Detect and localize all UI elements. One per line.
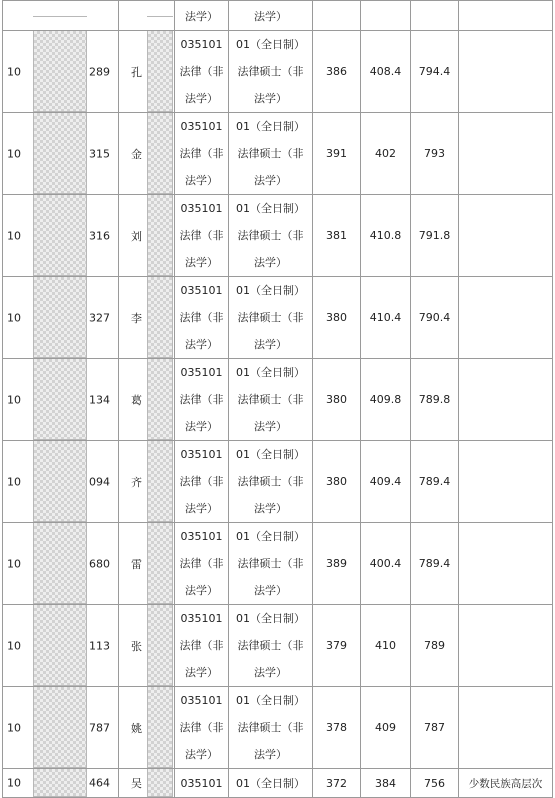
redaction-mask xyxy=(147,523,173,604)
total-cell xyxy=(411,441,459,523)
direction-cell xyxy=(229,195,313,277)
major-name: 法律（非 xyxy=(179,229,224,242)
major-cell xyxy=(175,113,229,195)
direction-text: 01（全日制） xyxy=(236,777,305,790)
score2-value: 400.4 xyxy=(369,557,402,570)
id-prefix: 10 xyxy=(7,229,21,242)
redaction-mask xyxy=(147,687,173,768)
redaction-mask xyxy=(147,605,173,686)
note-cell xyxy=(459,277,553,359)
name-cell xyxy=(119,687,175,769)
redaction-mask xyxy=(33,195,87,276)
name-cell xyxy=(119,195,175,277)
major-name: 法律（非 xyxy=(179,639,224,652)
major-code: 035101 xyxy=(180,612,223,625)
redaction-mask xyxy=(33,16,87,17)
total-value: 756 xyxy=(424,776,445,790)
score1-value: 380 xyxy=(326,393,347,406)
candidate-id-cell xyxy=(3,523,119,605)
redaction-mask xyxy=(33,441,87,522)
score1-cell xyxy=(313,31,361,113)
major-code: 035101 xyxy=(180,120,223,133)
id-suffix: 787 xyxy=(89,721,110,734)
id-suffix: 327 xyxy=(89,311,110,324)
id-prefix: 10 xyxy=(7,776,21,790)
major-cell xyxy=(175,769,229,798)
total-value: 789.4 xyxy=(418,557,451,570)
major-name: 法学） xyxy=(185,92,218,105)
id-prefix: 10 xyxy=(7,557,21,570)
note-text: 少数民族高层次 xyxy=(468,777,543,790)
name-text: 吴 xyxy=(131,777,142,790)
direction-text: 01（全日制） xyxy=(236,284,305,297)
score1-cell xyxy=(313,523,361,605)
major-code: 035101 xyxy=(180,694,223,707)
name-cell xyxy=(119,1,175,31)
id-suffix: 316 xyxy=(89,229,110,242)
score1-value: 379 xyxy=(326,639,347,652)
score2-value: 409.4 xyxy=(369,475,402,488)
score1-cell xyxy=(313,113,361,195)
table-row xyxy=(3,769,553,798)
table-row xyxy=(3,359,553,441)
direction-text: 01（全日制） xyxy=(236,612,305,625)
id-suffix: 094 xyxy=(89,475,110,488)
direction-cell xyxy=(229,31,313,113)
note-cell xyxy=(459,113,553,195)
major-name: 法律（非 xyxy=(179,475,224,488)
name-text: 金 xyxy=(131,147,142,161)
major-code: 035101 xyxy=(180,284,223,297)
id-suffix: 464 xyxy=(89,776,110,790)
direction-text: 01（全日制） xyxy=(236,120,305,133)
id-prefix: 10 xyxy=(7,147,21,160)
major-name: 法律（非 xyxy=(179,147,224,160)
total-value: 789 xyxy=(424,639,445,652)
total-value: 789.8 xyxy=(418,393,451,406)
note-cell xyxy=(459,687,553,769)
redaction-mask xyxy=(33,31,87,112)
direction-cell xyxy=(229,441,313,523)
name-text: 雷 xyxy=(131,557,142,571)
score2-value: 402 xyxy=(375,147,396,160)
major-cell xyxy=(175,277,229,359)
id-prefix: 10 xyxy=(7,721,21,734)
id-prefix: 10 xyxy=(7,639,21,652)
candidate-id-cell xyxy=(3,687,119,769)
total-value: 793 xyxy=(424,147,445,160)
candidate-id-cell xyxy=(3,113,119,195)
score2-value: 409 xyxy=(375,721,396,734)
total-cell xyxy=(411,1,459,31)
candidate-id-cell xyxy=(3,277,119,359)
note-cell xyxy=(459,441,553,523)
name-text: 张 xyxy=(131,639,142,653)
redaction-mask xyxy=(33,359,87,440)
direction-cell xyxy=(229,113,313,195)
direction-cell xyxy=(229,1,313,31)
direction-cell xyxy=(229,769,313,798)
name-cell xyxy=(119,441,175,523)
score2-value: 409.8 xyxy=(369,393,402,406)
score1-cell xyxy=(313,769,361,798)
note-cell xyxy=(459,195,553,277)
name-cell xyxy=(119,359,175,441)
major-cell xyxy=(175,687,229,769)
major-cell xyxy=(175,523,229,605)
score2-value: 410 xyxy=(375,639,396,652)
name-cell xyxy=(119,113,175,195)
major-cell xyxy=(175,441,229,523)
major-name: 法学） xyxy=(185,584,218,597)
total-cell xyxy=(411,113,459,195)
direction-text: 01（全日制） xyxy=(236,530,305,543)
score1-cell xyxy=(313,359,361,441)
total-cell xyxy=(411,769,459,798)
id-suffix: 315 xyxy=(89,147,110,160)
note-cell xyxy=(459,1,553,31)
table-row xyxy=(3,687,553,769)
total-cell xyxy=(411,523,459,605)
direction-text: 法律硕士（非 xyxy=(237,639,304,652)
direction-cell xyxy=(229,523,313,605)
direction-text: 法学） xyxy=(254,584,287,597)
direction-text: 01（全日制） xyxy=(236,202,305,215)
redaction-mask xyxy=(147,31,173,112)
id-suffix: 680 xyxy=(89,557,110,570)
direction-text: 法学） xyxy=(254,256,287,269)
note-cell xyxy=(459,31,553,113)
name-cell xyxy=(119,769,175,798)
score2-cell xyxy=(361,441,411,523)
table-row xyxy=(3,277,553,359)
direction-text: 法律硕士（非 xyxy=(237,557,304,570)
score2-value: 408.4 xyxy=(369,65,402,78)
direction-text: 法律硕士（非 xyxy=(237,721,304,734)
total-value: 789.4 xyxy=(418,475,451,488)
direction-text: 法学） xyxy=(254,174,287,187)
total-cell xyxy=(411,359,459,441)
name-text: 姚 xyxy=(131,721,142,735)
major-name: 法学） xyxy=(185,256,218,269)
table-row xyxy=(3,605,553,687)
direction-tail: 法学） xyxy=(254,9,287,23)
total-value: 791.8 xyxy=(418,229,451,242)
table-row xyxy=(3,523,553,605)
major-name: 法律（非 xyxy=(179,311,224,324)
direction-text: 法学） xyxy=(254,338,287,351)
candidate-id-cell xyxy=(3,1,119,31)
id-prefix: 10 xyxy=(7,311,21,324)
direction-text: 法律硕士（非 xyxy=(237,393,304,406)
table-row xyxy=(3,31,553,113)
name-text: 李 xyxy=(131,311,142,325)
score2-cell xyxy=(361,769,411,798)
major-code: 035101 xyxy=(180,776,223,790)
name-text: 葛 xyxy=(131,393,142,407)
direction-cell xyxy=(229,359,313,441)
major-code: 035101 xyxy=(180,366,223,379)
total-value: 794.4 xyxy=(418,65,451,78)
direction-text: 法学） xyxy=(254,420,287,433)
direction-cell xyxy=(229,687,313,769)
redaction-mask xyxy=(33,687,87,768)
score2-cell xyxy=(361,523,411,605)
redaction-mask xyxy=(33,605,87,686)
name-text: 刘 xyxy=(131,229,142,243)
major-name: 法律（非 xyxy=(179,65,224,78)
admission-score-table xyxy=(2,0,553,798)
score1-cell xyxy=(313,277,361,359)
score2-value: 410.8 xyxy=(369,229,402,242)
table-row xyxy=(3,441,553,523)
candidate-id-cell xyxy=(3,359,119,441)
id-prefix: 10 xyxy=(7,393,21,406)
direction-text: 01（全日制） xyxy=(236,38,305,51)
redaction-mask xyxy=(33,769,87,797)
major-name: 法律（非 xyxy=(179,393,224,406)
id-suffix: 113 xyxy=(89,639,110,652)
name-text: 齐 xyxy=(131,475,142,489)
major-name: 法学） xyxy=(185,338,218,351)
major-cell xyxy=(175,195,229,277)
major-name: 法学） xyxy=(185,666,218,679)
redaction-mask xyxy=(33,523,87,604)
redaction-mask xyxy=(33,113,87,194)
score1-cell xyxy=(313,441,361,523)
score1-cell xyxy=(313,195,361,277)
note-cell xyxy=(459,605,553,687)
direction-text: 法律硕士（非 xyxy=(237,147,304,160)
name-cell xyxy=(119,605,175,687)
score1-value: 378 xyxy=(326,721,347,734)
redaction-mask xyxy=(147,195,173,276)
score2-cell xyxy=(361,195,411,277)
major-name: 法学） xyxy=(185,502,218,515)
score1-value: 380 xyxy=(326,311,347,324)
score1-cell xyxy=(313,605,361,687)
score2-cell xyxy=(361,277,411,359)
major-name: 法律（非 xyxy=(179,721,224,734)
total-cell xyxy=(411,687,459,769)
score2-cell xyxy=(361,113,411,195)
major-name: 法学） xyxy=(185,748,218,761)
total-cell xyxy=(411,31,459,113)
redaction-mask xyxy=(147,113,173,194)
total-cell xyxy=(411,605,459,687)
total-value: 787 xyxy=(424,721,445,734)
redaction-mask xyxy=(147,441,173,522)
direction-text: 01（全日制） xyxy=(236,694,305,707)
table-row xyxy=(3,1,553,31)
major-cell xyxy=(175,605,229,687)
score1-cell xyxy=(313,687,361,769)
score1-value: 380 xyxy=(326,475,347,488)
score1-cell xyxy=(313,1,361,31)
score1-value: 372 xyxy=(326,776,347,790)
major-code: 035101 xyxy=(180,448,223,461)
name-cell xyxy=(119,277,175,359)
total-value: 790.4 xyxy=(418,311,451,324)
name-cell xyxy=(119,31,175,113)
candidate-id-cell xyxy=(3,195,119,277)
direction-text: 01（全日制） xyxy=(236,366,305,379)
score1-value: 381 xyxy=(326,229,347,242)
direction-text: 01（全日制） xyxy=(236,448,305,461)
id-suffix: 134 xyxy=(89,393,110,406)
total-cell xyxy=(411,277,459,359)
table-row xyxy=(3,195,553,277)
table-row xyxy=(3,113,553,195)
direction-text: 法学） xyxy=(254,666,287,679)
candidate-id-cell xyxy=(3,31,119,113)
direction-text: 法学） xyxy=(254,92,287,105)
score2-cell xyxy=(361,31,411,113)
total-cell xyxy=(411,195,459,277)
note-cell xyxy=(459,359,553,441)
redaction-mask xyxy=(147,277,173,358)
direction-text: 法律硕士（非 xyxy=(237,475,304,488)
score2-value: 410.4 xyxy=(369,311,402,324)
major-name-tail: 法学） xyxy=(185,9,218,23)
id-prefix: 10 xyxy=(7,65,21,78)
score1-value: 389 xyxy=(326,557,347,570)
redaction-mask xyxy=(147,16,173,17)
redaction-mask xyxy=(33,277,87,358)
candidate-id-cell xyxy=(3,605,119,687)
note-cell xyxy=(459,769,553,798)
major-code: 035101 xyxy=(180,530,223,543)
score2-value: 384 xyxy=(375,776,396,790)
major-cell xyxy=(175,359,229,441)
direction-text: 法学） xyxy=(254,748,287,761)
score1-value: 391 xyxy=(326,147,347,160)
id-suffix: 289 xyxy=(89,65,110,78)
score1-value: 386 xyxy=(326,65,347,78)
score2-cell xyxy=(361,605,411,687)
direction-text: 法律硕士（非 xyxy=(237,311,304,324)
redaction-mask xyxy=(147,359,173,440)
candidate-id-cell xyxy=(3,441,119,523)
major-cell xyxy=(175,31,229,113)
direction-cell xyxy=(229,277,313,359)
id-prefix: 10 xyxy=(7,475,21,488)
score2-cell xyxy=(361,687,411,769)
major-cell xyxy=(175,1,229,31)
candidate-id-cell xyxy=(3,769,119,798)
direction-cell xyxy=(229,605,313,687)
major-code: 035101 xyxy=(180,202,223,215)
redaction-mask xyxy=(147,769,173,797)
direction-text: 法律硕士（非 xyxy=(237,65,304,78)
note-cell xyxy=(459,523,553,605)
score2-cell xyxy=(361,1,411,31)
name-text: 孔 xyxy=(131,65,142,79)
direction-text: 法学） xyxy=(254,502,287,515)
major-code: 035101 xyxy=(180,38,223,51)
name-cell xyxy=(119,523,175,605)
major-name: 法律（非 xyxy=(179,557,224,570)
major-name: 法学） xyxy=(185,420,218,433)
major-name: 法学） xyxy=(185,174,218,187)
direction-text: 法律硕士（非 xyxy=(237,229,304,242)
score2-cell xyxy=(361,359,411,441)
